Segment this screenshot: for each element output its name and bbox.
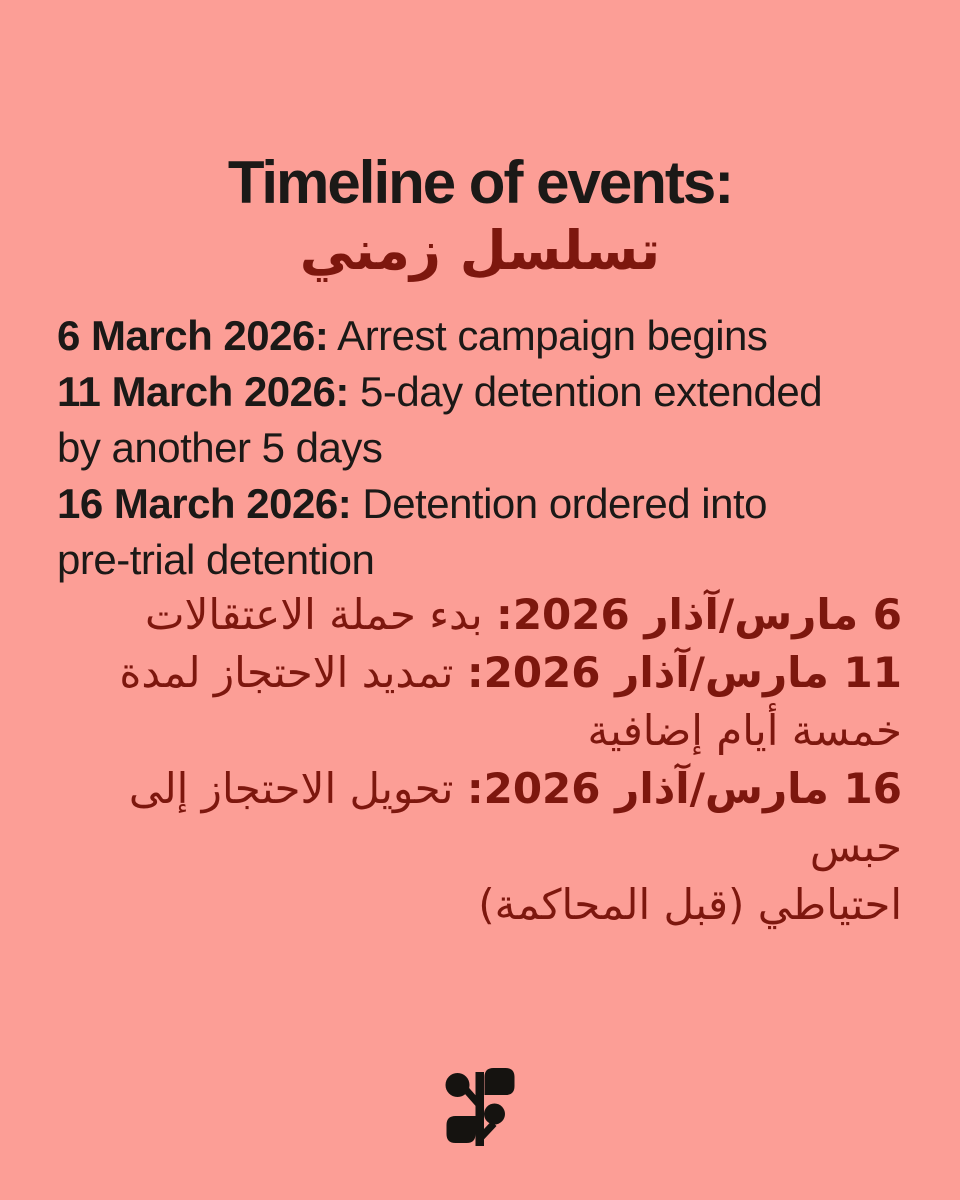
header bbox=[0, 149, 960, 283]
timeline-date: 11 March 2026: bbox=[57, 368, 349, 415]
timeline-date: 6 March 2026: bbox=[57, 312, 329, 359]
timeline-arabic bbox=[60, 586, 902, 934]
timeline-line-ar-3 bbox=[60, 702, 902, 760]
timeline-line-en-4 bbox=[57, 476, 920, 532]
timeline-line-ar-5 bbox=[60, 876, 902, 934]
timeline-text: by another 5 days bbox=[57, 424, 383, 471]
plant-sprout-icon bbox=[443, 1062, 518, 1148]
timeline-text: خمسة أيام إضافية bbox=[587, 706, 902, 755]
timeline-text: احتياطي (قبل المحاكمة) bbox=[478, 880, 902, 929]
timeline-english bbox=[57, 308, 920, 588]
timeline-text: Arrest campaign begins bbox=[328, 312, 768, 359]
timeline-line-ar-1 bbox=[60, 586, 902, 644]
timeline-date: 16 March 2026: bbox=[57, 480, 352, 527]
timeline-text: تحويل الاحتجاز إلى حبس bbox=[115, 764, 902, 871]
logo-leaf-lower-left bbox=[447, 1116, 476, 1143]
page-title-arabic: تسلسل زمني bbox=[299, 219, 661, 283]
timeline-date: 16 مارس/آذار 2026: bbox=[466, 764, 902, 813]
logo-berry-mid-right bbox=[484, 1104, 505, 1125]
timeline-line-en-5 bbox=[57, 532, 920, 588]
timeline-date: 11 مارس/آذار 2026: bbox=[466, 648, 902, 697]
timeline-text: pre-trial detention bbox=[57, 536, 375, 583]
timeline-line-en-1 bbox=[57, 308, 920, 364]
timeline-date: 6 مارس/آذار 2026: bbox=[496, 590, 902, 639]
page-title: Timeline of events: bbox=[227, 149, 733, 216]
timeline-line-ar-2 bbox=[60, 644, 902, 702]
timeline-line-en-3 bbox=[57, 420, 920, 476]
timeline-line-en-2 bbox=[57, 364, 920, 420]
logo-leaf-top-right bbox=[485, 1068, 515, 1095]
timeline-text: Detention ordered into bbox=[351, 480, 767, 527]
timeline-text: تمديد الاحتجاز لمدة bbox=[119, 648, 467, 697]
timeline-text: 5-day detention extended bbox=[348, 368, 823, 415]
timeline-text: بدء حملة الاعتقالات bbox=[144, 590, 497, 639]
timeline-line-ar-4 bbox=[60, 760, 902, 876]
plant-logo bbox=[443, 1062, 518, 1148]
